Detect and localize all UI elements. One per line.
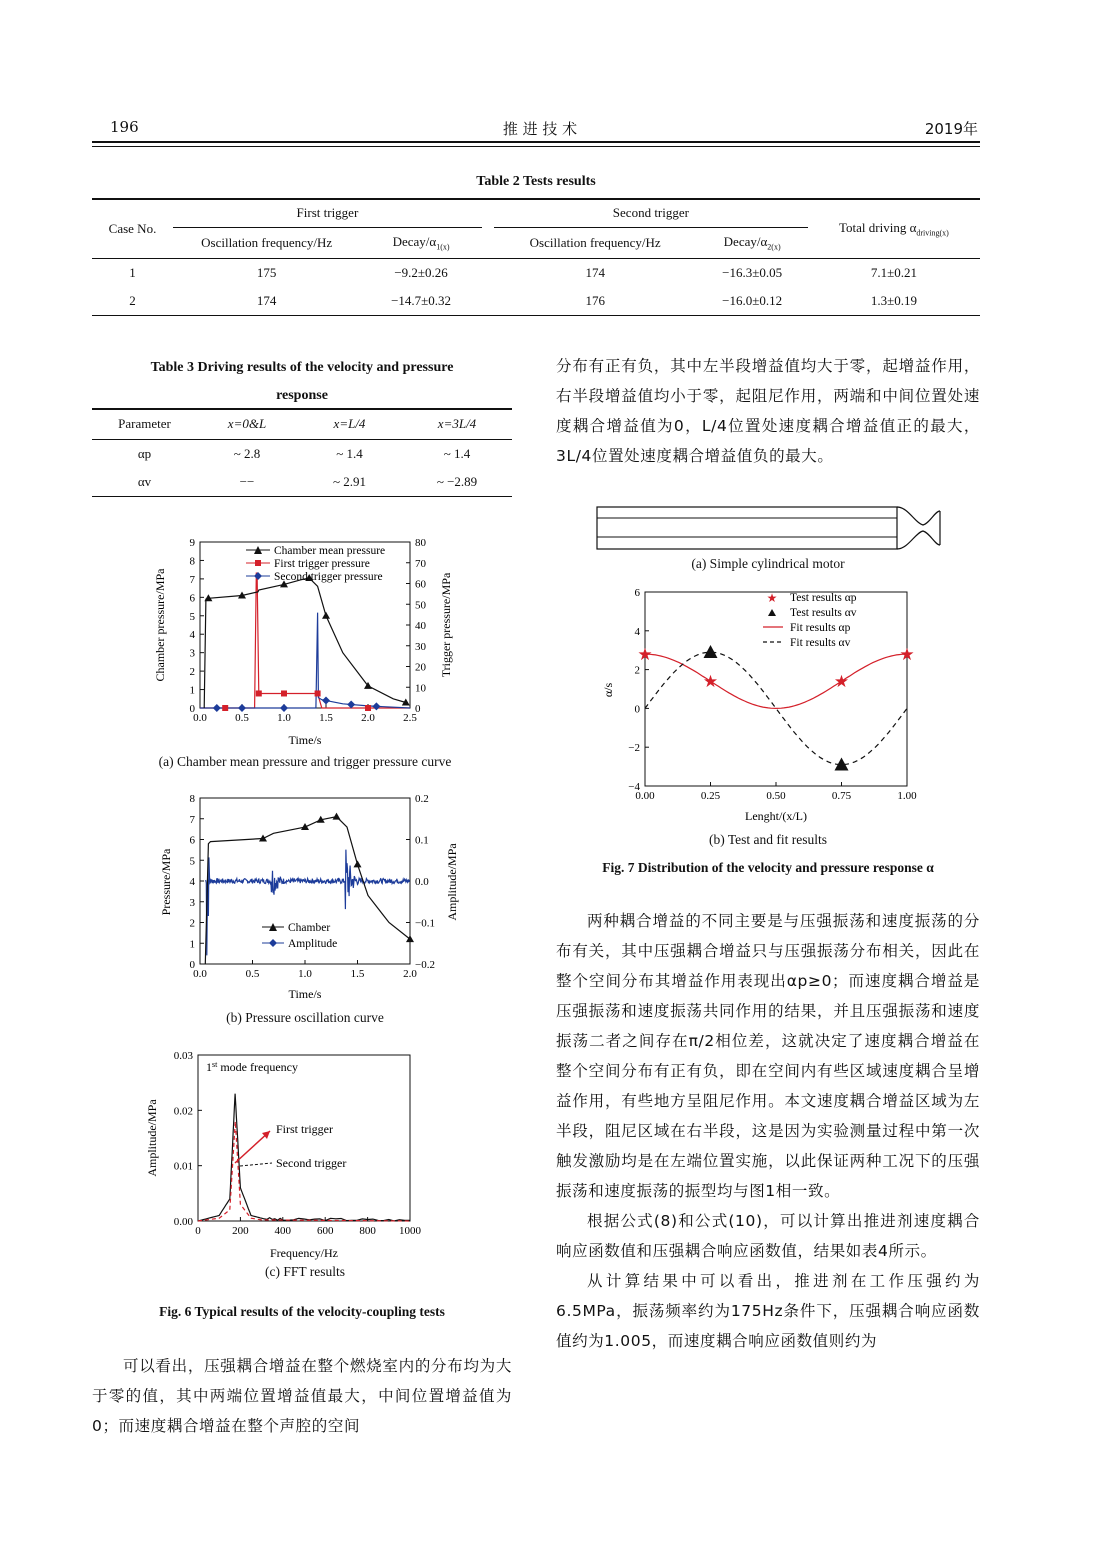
y-tick-label: 8 (189, 555, 195, 568)
y-tick-label: −4 (628, 781, 640, 793)
y-tick-label: 9 (189, 537, 195, 549)
table2-caption: Table 2 Tests results (476, 174, 596, 189)
fig6c-caption: (c) FFT results (265, 1264, 345, 1279)
y-tick-label: 4 (189, 629, 195, 642)
x-tick-label: 400 (274, 1225, 292, 1237)
x-tick-label: 1.0 (277, 712, 291, 724)
header-rule (92, 141, 980, 143)
first-trigger-marker (222, 705, 228, 711)
y-tick-label: 7 (189, 813, 195, 826)
y-tick-label: 1 (189, 684, 195, 697)
fig7b-chart (600, 580, 940, 824)
table2-decay2: Decay/$\alpha_{2(x)}$ (723, 233, 781, 252)
y-tick-label: 0.00 (173, 1216, 193, 1228)
fig6c-xlabel: Frequency/Hz (270, 1246, 338, 1260)
y-tick-label: 3 (189, 647, 195, 660)
svg-text:First trigger pressure: First trigger pressure (274, 558, 370, 570)
chamber-marker (354, 860, 362, 867)
fig7b-ylabel: α/s (601, 682, 615, 698)
y2-tick-label: 0 (415, 703, 421, 715)
y2-tick-label: 30 (415, 640, 426, 653)
journal-name: 推 进 技 术 (502, 120, 578, 138)
x-tick-label: 800 (359, 1225, 376, 1237)
table2-osc-freq-1: Oscillation frequency/Hz (201, 234, 333, 250)
fig6b-caption: (b) Pressure oscillation curve (226, 1010, 384, 1025)
second-trigger-marker (322, 697, 330, 705)
table-row: αv −− ~ 2.91 ~ −2.89 (137, 473, 478, 489)
y-tick-label: 0 (189, 959, 195, 971)
y-tick-label: 0.03 (173, 1050, 193, 1062)
series-chamber-line (204, 578, 406, 708)
table2-first-trigger: First trigger (173, 200, 482, 228)
test-alpha-p-marker: ★ (833, 672, 850, 692)
y-tick-label: 2 (634, 664, 640, 677)
y2-tick-label: 40 (415, 620, 426, 632)
series-second-trigger-line (198, 1121, 410, 1221)
x-tick-label: 200 (232, 1225, 249, 1237)
fig7a-motor (590, 505, 950, 555)
table-row: 1 175 −9.2±0.26 174 −16.3±0.05 7.1±0.21 (129, 264, 917, 280)
test-alpha-p-marker: ★ (637, 645, 653, 665)
fig6b-xlabel: Time/s (288, 987, 322, 1001)
fig6c-annot2-line (240, 1163, 272, 1166)
svg-text:Chamber: Chamber (288, 922, 331, 934)
fig6c-title: 1st mode frequency (206, 1060, 298, 1074)
y-tick-label: 6 (189, 592, 195, 605)
x-tick-label: 2.5 (403, 712, 417, 724)
y-tick-label: 7 (189, 573, 195, 586)
x-tick-label: 0.00 (635, 790, 655, 802)
x-tick-label: 0.75 (831, 790, 852, 802)
fig6a-caption: (a) Chamber mean pressure and trigger pressure curve (158, 754, 452, 769)
x-tick-label: 0.25 (700, 790, 721, 802)
fig6c-ylabel: Amplitude/MPa (145, 1099, 159, 1177)
table2-decay1: Decay/$\alpha_{1(x)}$ (392, 233, 450, 252)
table2-case-header: Case No. (108, 220, 157, 236)
y-tick-label: 6 (189, 834, 195, 847)
x-tick-label: 1.00 (897, 790, 917, 802)
x-tick-label: 2.0 (361, 712, 375, 724)
x-tick-label: 1000 (399, 1225, 421, 1237)
test-alpha-v-marker (704, 645, 718, 658)
table3 (92, 408, 512, 497)
chamber-marker (333, 813, 341, 820)
x-tick-label: 1.0 (298, 968, 312, 980)
series-fit-alpha-p (645, 654, 907, 708)
table2 (92, 198, 980, 316)
y-tick-label: 0.01 (173, 1160, 193, 1173)
left-bottom-paragraph: 可以看出，压强耦合增益在整个燃烧室内的分布均为大于零的值，其中两端位置增益值最大，中间位置增益值为0；而速度耦合增益在整个声腔的空间 (92, 1357, 512, 1435)
first-trigger-marker (315, 690, 321, 696)
x-tick-label: 2.0 (403, 968, 417, 980)
svg-text:Amplitude: Amplitude (288, 938, 338, 950)
x-tick-label: 0 (195, 1225, 201, 1237)
y2-tick-label: 80 (415, 537, 426, 549)
first-trigger-marker (281, 690, 287, 696)
svg-text:Test results αv: Test results αv (790, 607, 857, 619)
right-paragraph-3: 从计算结果中可以看出，推进剂在工作压强约为6.5MPa，振荡频率约为175Hz条件下，压强耦合响应函数值约为1.005，而速度耦合响应函数值则约为 (556, 1272, 980, 1350)
table-row: 2 174 −14.7±0.32 176 −16.0±0.12 1.3±0.19 (129, 292, 917, 308)
x-tick-label: 0.5 (245, 968, 260, 980)
fig7b-legend (763, 591, 857, 649)
y2-tick-label: 0.1 (415, 834, 429, 847)
test-alpha-p-marker: ★ (702, 672, 719, 692)
y-tick-label: 0 (189, 703, 195, 715)
fig6c-annot1: First trigger (276, 1122, 333, 1136)
y2-tick-label: −0.1 (415, 917, 435, 930)
second-trigger-marker (213, 704, 221, 712)
svg-text:Test results αp: Test results αp (790, 592, 857, 604)
table2-second-trigger: Second trigger (494, 200, 808, 228)
x-tick-label: 600 (316, 1225, 334, 1237)
first-trigger-marker (365, 705, 371, 711)
fig7b-xlabel: Lenght/(x/L) (745, 809, 807, 823)
y2-tick-label: 20 (415, 661, 426, 674)
svg-text:Second trigger pressure: Second trigger pressure (274, 571, 383, 583)
right-paragraph-1: 两种耦合增益的不同主要是与压强振荡和速度振荡的分布有关，其中压强耦合增益只与压强振荡分布相关，因此在整个空间分布其增益作用表现出αp≥0；而速度耦合增益是压强振荡和速度振荡共同作用的结果，并且压强振荡和速度振荡二者之间存在π/2相位差，这就决定了速度耦合增益在整个空间分布有正有负，即在空间内有些区域速度耦合呈增益作用，有些地方呈阻尼作用。本文速度耦合增益区域为左半段，阻尼区域在右半段，这是因为实验测量过程中第一次触发激励均是在左端位置实施，以此保证两种工况下的压强振荡和速度振荡的振型均与图1相一致。 (556, 912, 980, 1200)
right-paragraph-2: 根据公式(8)和公式(10)，可以计算出推进剂速度耦合响应函数值和压强耦合响应函数值，结果如表4所示。 (556, 1212, 980, 1260)
chamber-marker (259, 834, 267, 841)
second-trigger-marker (347, 701, 355, 709)
second-trigger-marker (238, 704, 246, 712)
page-number: 196 (110, 118, 139, 136)
y-tick-label: 8 (189, 793, 195, 805)
fig6c-chart (140, 1045, 430, 1263)
svg-text:Fit results αp: Fit results αp (790, 622, 851, 634)
x-tick-label: 0.0 (193, 968, 207, 980)
svg-text:Chamber mean pressure: Chamber mean pressure (274, 545, 386, 557)
fig6a-ylabel-left: Chamber pressure/MPa (153, 568, 167, 682)
series-first-trigger-line (200, 573, 410, 708)
fig7a-caption: (a) Simple cylindrical motor (691, 556, 845, 571)
second-trigger-marker (280, 704, 288, 712)
first-trigger-marker (256, 690, 262, 696)
right-top-paragraph: 分布有正有负，其中左半段增益值均大于零，起增益作用，右半段增益值均小于零，起阻尼作用，两端和中间位置处速度耦合增益值为0，L/4位置处速度耦合增益值正的最大，3L/4位置处速度耦合增益值负的最大。 (556, 357, 980, 465)
fig6b-legend (262, 922, 337, 950)
y-tick-label: 5 (189, 610, 195, 623)
y-tick-label: 0 (634, 703, 640, 716)
y-tick-label: 1 (189, 938, 195, 951)
svg-text:Fit results αv: Fit results αv (790, 637, 851, 649)
fig6c-annot2: Second trigger (276, 1156, 347, 1170)
y2-tick-label: −0.2 (415, 959, 435, 971)
table2-total-header: Total driving $\alpha_{driving(x)}$ (839, 219, 949, 238)
y2-tick-label: 10 (415, 682, 426, 695)
svg-text:★: ★ (766, 591, 778, 605)
test-alpha-p-marker: ★ (899, 645, 915, 665)
y-tick-label: 5 (189, 855, 195, 868)
fig6a-xlabel: Time/s (288, 733, 322, 747)
header-rule-thin (92, 146, 980, 147)
year: 2019年 (924, 120, 978, 138)
fig6b-ylabel-right: Amplitude/MPa (445, 843, 459, 921)
y-tick-label: 0.02 (173, 1105, 193, 1118)
x-tick-label: 0.5 (235, 712, 249, 724)
y-tick-label: 6 (634, 587, 640, 599)
x-tick-label: 0.50 (766, 790, 786, 802)
table2-osc-freq-2: Oscillation frequency/Hz (529, 234, 661, 250)
x-tick-label: 0.0 (193, 712, 207, 724)
y-tick-label: 2 (189, 666, 195, 679)
x-tick-label: 1.5 (319, 712, 333, 724)
table3-caption: Table 3 Driving results of the velocity and pressure response (150, 360, 454, 403)
fig6-caption: Fig. 6 Typical results of the velocity-coupling tests (159, 1304, 445, 1319)
fig7-caption: Fig. 7 Distribution of the velocity and pressure response α (602, 860, 934, 875)
fig6a-chart (150, 530, 470, 752)
x-tick-label: 1.5 (350, 968, 365, 980)
y-tick-label: 4 (189, 876, 195, 888)
chamber-marker (301, 823, 309, 830)
y2-tick-label: 70 (415, 557, 426, 570)
fig7b-caption: (b) Test and fit results (708, 832, 828, 847)
fig6b-ylabel-left: Pressure/MPa (159, 848, 173, 916)
y-tick-label: 3 (189, 896, 195, 909)
chamber-marker (322, 612, 330, 619)
second-trigger-marker (372, 702, 380, 710)
y2-tick-label: 0.2 (415, 793, 429, 805)
y-tick-label: 2 (189, 917, 195, 930)
fig6b-chart (150, 790, 470, 1010)
y2-tick-label: 0.0 (415, 876, 429, 888)
y-tick-label: −2 (628, 742, 640, 755)
fig6a-legend (246, 545, 385, 583)
right-lower-text (556, 906, 980, 1356)
table-row: αp ~ 2.8 ~ 1.4 ~ 1.4 (137, 445, 471, 461)
table3-header-row: Parameter x=0&L x=L/4 x=3L/4 (92, 410, 512, 440)
y-tick-label: 4 (634, 625, 640, 638)
y2-tick-label: 50 (415, 599, 426, 612)
y2-tick-label: 60 (415, 578, 426, 591)
fig6a-ylabel-right: Trigger pressure/MPa (439, 572, 453, 678)
